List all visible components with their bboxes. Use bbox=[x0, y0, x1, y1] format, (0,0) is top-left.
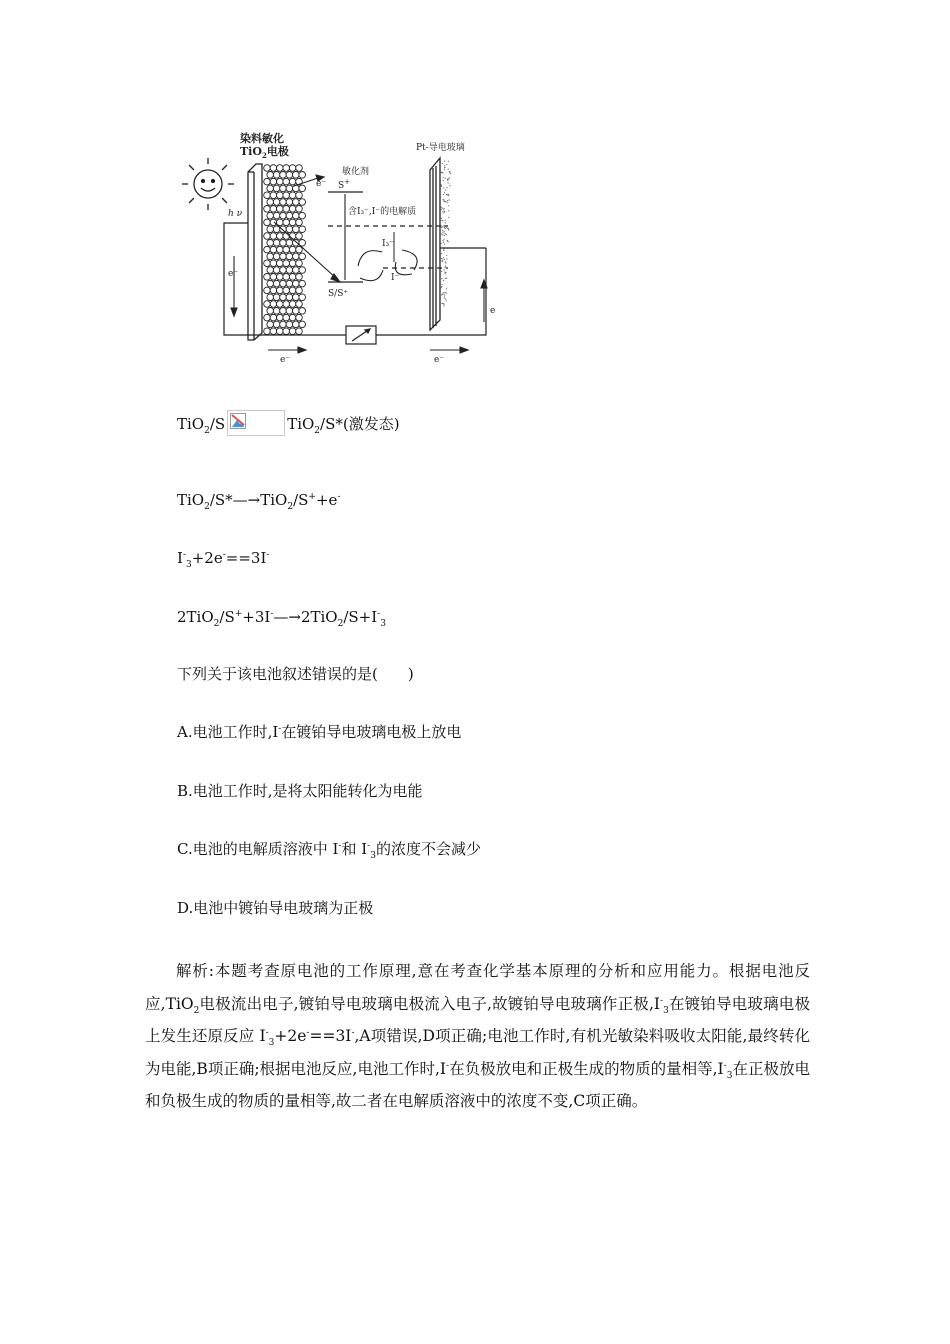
tio2-particle bbox=[270, 246, 277, 253]
tio2-particle bbox=[264, 233, 271, 240]
tio2-particle bbox=[273, 240, 280, 247]
option-b: B.电池工作时,是将太阳能转化为电能 bbox=[177, 782, 423, 800]
tio2-particle bbox=[267, 294, 274, 301]
tio2-particle bbox=[286, 226, 293, 233]
pt-dot bbox=[444, 239, 445, 240]
tio2-particle bbox=[283, 328, 290, 335]
tio2-particle bbox=[289, 301, 296, 308]
pt-dot bbox=[441, 186, 442, 187]
pt-dot bbox=[448, 217, 449, 218]
pt-dot bbox=[443, 212, 444, 213]
tio2-particle bbox=[277, 301, 284, 308]
tio2-particle bbox=[283, 165, 290, 172]
pt-dot bbox=[441, 278, 442, 279]
tio2-particle bbox=[289, 206, 296, 213]
tio2-particle bbox=[267, 267, 274, 274]
pt-dot bbox=[442, 240, 443, 241]
pt-dot bbox=[445, 201, 446, 202]
tio2-particle bbox=[277, 260, 284, 267]
tio2-particle bbox=[296, 165, 303, 172]
pt-dot bbox=[442, 172, 443, 173]
electrolyte-label: 含I₃⁻,I⁻的电解质 bbox=[348, 207, 417, 217]
equation-1: TiO$_2$/S TiO$_2$/S*(激发态) bbox=[177, 410, 400, 436]
tio2-particle bbox=[273, 267, 280, 274]
tio2-particle bbox=[264, 260, 271, 267]
pt-dot bbox=[441, 225, 442, 226]
tio2-particle bbox=[270, 314, 277, 321]
pt-dot bbox=[444, 192, 445, 193]
pt-dot bbox=[446, 194, 447, 195]
tio2-particle bbox=[286, 308, 293, 315]
pt-dot bbox=[446, 288, 447, 289]
tio2-particle bbox=[286, 321, 293, 328]
pt-dot bbox=[441, 227, 442, 228]
tio2-particle bbox=[277, 206, 284, 213]
pt-dot bbox=[448, 228, 449, 229]
tio2-particle bbox=[277, 233, 284, 240]
pt-dot bbox=[448, 229, 449, 230]
tio2-particle bbox=[286, 267, 293, 274]
dye-sensitized-cell-diagram bbox=[178, 128, 508, 368]
pt-dot bbox=[441, 243, 442, 244]
pt-dot bbox=[441, 287, 442, 288]
pt-dot bbox=[443, 249, 444, 250]
tio2-particle bbox=[286, 185, 293, 192]
tio2-particle bbox=[280, 185, 287, 192]
pt-dot bbox=[441, 294, 442, 295]
tio2-particle bbox=[293, 199, 300, 206]
tio2-particle bbox=[280, 321, 287, 328]
hv-label: h ν bbox=[228, 209, 243, 219]
tio2-particle bbox=[277, 328, 284, 335]
tio2-particle bbox=[286, 212, 293, 219]
question-stem: 下列关于该电池叙述错误的是( ) bbox=[177, 665, 414, 683]
option-d: D.电池中镀铂导电玻璃为正极 bbox=[177, 899, 374, 917]
tio2-electrode bbox=[248, 164, 262, 340]
tio2-particle bbox=[283, 260, 290, 267]
pt-dot bbox=[444, 304, 445, 305]
pt-dot bbox=[447, 202, 448, 203]
tio2-particle bbox=[289, 219, 296, 226]
tio2-particle bbox=[280, 267, 287, 274]
i3-label: I₃⁻ bbox=[382, 239, 394, 249]
tio2-particle bbox=[296, 274, 303, 281]
tio2-particle bbox=[293, 185, 300, 192]
sun-icon bbox=[182, 158, 234, 210]
tio2-particle bbox=[267, 280, 274, 287]
tio2-particle bbox=[267, 199, 274, 206]
pt-electrode bbox=[430, 158, 440, 330]
tio2-particle bbox=[270, 287, 277, 294]
external-circuit bbox=[224, 223, 486, 344]
pt-dot bbox=[445, 178, 446, 179]
pt-dot bbox=[446, 278, 447, 279]
pt-dot bbox=[443, 199, 444, 200]
tio2-particle bbox=[293, 267, 300, 274]
pt-dot bbox=[444, 200, 445, 201]
tio2-particle bbox=[296, 206, 303, 213]
tio2-particle bbox=[299, 253, 306, 260]
pt-dot bbox=[443, 242, 444, 243]
tio2-particle bbox=[283, 301, 290, 308]
tio2-particle bbox=[267, 240, 274, 247]
pt-dot bbox=[444, 169, 445, 170]
pt-dot bbox=[441, 258, 442, 259]
tio2-particle bbox=[277, 178, 284, 185]
tio2-particle bbox=[293, 253, 300, 260]
tio2-particle bbox=[283, 192, 290, 199]
tio2-particle bbox=[277, 274, 284, 281]
pt-dot bbox=[442, 303, 443, 304]
pt-dot bbox=[444, 231, 445, 232]
tio2-particle bbox=[264, 328, 271, 335]
pt-dot bbox=[442, 226, 443, 227]
pt-dot bbox=[444, 211, 445, 212]
pt-dot bbox=[444, 292, 445, 293]
pt-dot bbox=[444, 161, 445, 162]
pt-dot bbox=[449, 177, 450, 178]
pt-dot bbox=[443, 225, 444, 226]
tio2-particle bbox=[267, 226, 274, 233]
tio2-particle bbox=[289, 328, 296, 335]
pt-dot bbox=[445, 222, 446, 223]
pt-dot bbox=[447, 179, 448, 180]
pt-dot bbox=[444, 235, 445, 236]
tio2-particle bbox=[289, 246, 296, 253]
tio2-particle bbox=[270, 233, 277, 240]
tio2-particle bbox=[296, 301, 303, 308]
tio2-particle bbox=[264, 219, 271, 226]
pt-dot bbox=[442, 232, 443, 233]
pt-dot bbox=[448, 241, 449, 242]
tio2-particle bbox=[286, 294, 293, 301]
tio2-particle bbox=[270, 219, 277, 226]
broken-image-icon bbox=[227, 410, 285, 436]
tio2-particle bbox=[293, 308, 300, 315]
pt-dot bbox=[448, 161, 449, 162]
tio2-particle bbox=[289, 314, 296, 321]
pt-dot bbox=[442, 261, 443, 262]
pt-dot bbox=[441, 207, 442, 208]
tio2-particle bbox=[264, 274, 271, 281]
pt-dot bbox=[441, 234, 442, 235]
tio2-particle bbox=[280, 294, 287, 301]
pt-dot bbox=[447, 200, 448, 201]
pt-dot bbox=[446, 164, 447, 165]
tio2-particle bbox=[299, 185, 306, 192]
pt-dot bbox=[441, 253, 442, 254]
tio2-particle bbox=[299, 212, 306, 219]
tio2-particle bbox=[264, 165, 271, 172]
electrode-label-1: 染料敏化 bbox=[240, 132, 284, 145]
tio2-particle bbox=[299, 199, 306, 206]
pt-dot bbox=[445, 228, 446, 229]
tio2-particle bbox=[296, 233, 303, 240]
tio2-particle bbox=[289, 165, 296, 172]
tio2-particle bbox=[299, 172, 306, 179]
tio2-particle bbox=[267, 253, 274, 260]
tio2-particle bbox=[293, 321, 300, 328]
e-left-label: e⁻ bbox=[228, 269, 239, 279]
pt-dot bbox=[445, 278, 446, 279]
tio2-particle bbox=[273, 321, 280, 328]
tio2-particle bbox=[299, 267, 306, 274]
tio2-particle bbox=[286, 240, 293, 247]
tio2-particle bbox=[283, 287, 290, 294]
equation-4: $2TiO_2/S^++3I^-—\to 2TiO_2/S+I^-_3$ bbox=[177, 608, 386, 629]
pt-dot bbox=[446, 234, 447, 235]
pt-dot bbox=[445, 266, 446, 267]
pt-dot bbox=[444, 167, 445, 168]
equation-2: TiO$_2$/S*—→TiO$_2$/S++e- bbox=[177, 491, 341, 512]
pt-dot bbox=[445, 273, 446, 274]
pt-coating bbox=[440, 161, 451, 307]
tio2-particle bbox=[264, 314, 271, 321]
tio2-particle bbox=[289, 260, 296, 267]
pt-dot bbox=[443, 201, 444, 202]
pt-dot bbox=[443, 280, 444, 281]
tio2-particle bbox=[267, 172, 274, 179]
pt-dot bbox=[441, 209, 442, 210]
pt-dot bbox=[444, 227, 445, 228]
tio2-particle bbox=[270, 328, 277, 335]
tio2-particle bbox=[283, 206, 290, 213]
pt-dot bbox=[446, 258, 447, 259]
pt-dot bbox=[444, 165, 445, 166]
pt-dot bbox=[449, 185, 450, 186]
pt-dot bbox=[443, 208, 444, 209]
pt-dot bbox=[443, 194, 444, 195]
pt-dot bbox=[444, 259, 445, 260]
tio2-particle bbox=[270, 260, 277, 267]
tio2-particle bbox=[270, 274, 277, 281]
tio2-particle bbox=[270, 301, 277, 308]
e-bottom-right-label: e⁻ bbox=[434, 355, 445, 365]
pt-dot bbox=[443, 180, 444, 181]
pt-dot bbox=[445, 267, 446, 268]
pt-dot bbox=[444, 294, 445, 295]
tio2-particle bbox=[280, 308, 287, 315]
pt-dot bbox=[442, 234, 443, 235]
i-minus-label: I⁻ bbox=[391, 273, 400, 283]
tio2-particle bbox=[273, 212, 280, 219]
tio2-particle bbox=[267, 321, 274, 328]
tio2-particle bbox=[296, 192, 303, 199]
tio2-particle bbox=[273, 280, 280, 287]
pt-dot bbox=[444, 297, 445, 298]
tio2-particle bbox=[299, 226, 306, 233]
pt-dot bbox=[442, 230, 443, 231]
tio2-particle bbox=[293, 240, 300, 247]
s-plus-label: S+ bbox=[338, 178, 351, 191]
tio2-particle bbox=[267, 212, 274, 219]
pt-dot bbox=[444, 295, 445, 296]
tio2-particle bbox=[299, 321, 306, 328]
tio2-particle bbox=[273, 172, 280, 179]
tio2-particle bbox=[264, 178, 271, 185]
tio2-particle bbox=[296, 328, 303, 335]
pt-dot bbox=[441, 218, 442, 219]
tio2-particle bbox=[296, 287, 303, 294]
tio2-particle bbox=[293, 280, 300, 287]
tio2-particle bbox=[283, 246, 290, 253]
tio2-particle bbox=[289, 192, 296, 199]
tio2-particle bbox=[270, 206, 277, 213]
pt-dot bbox=[446, 187, 447, 188]
pt-dot bbox=[448, 195, 449, 196]
pt-dot bbox=[448, 169, 449, 170]
tio2-particle bbox=[273, 199, 280, 206]
tio2-particle bbox=[267, 185, 274, 192]
analysis-paragraph: 解析:本题考查原电池的工作原理,意在考查化学基本原理的分析和应用能力。根据电池反应,TiO$_2$电极流出电子,镀铂导电玻璃电极流入电子,故镀铂导电玻璃作正极$,I^-_3$在镀铂导电玻璃电极上发生还原反应 $I^-_3+2e^-==3I^-,A$项错误,D项正确;电池工作时,有机光敏染料吸收太阳能,最终转化为电能,B项正确;根据电池反应,电池工作时,I-在负极放电和正极生成的物质的量相等$,I^-_3$在正极放电和负极生成的物质的量相等,故二者在电解质溶液中的浓度不变,C项正确。 bbox=[145, 962, 810, 1111]
electrode-label-2: TiO$_2$电极 bbox=[240, 145, 289, 160]
tio2-particle bbox=[296, 314, 303, 321]
pt-dot bbox=[443, 257, 444, 258]
tio2-particle bbox=[273, 253, 280, 260]
tio2-particle bbox=[280, 280, 287, 287]
pt-dot bbox=[443, 292, 444, 293]
tio2-particle bbox=[283, 314, 290, 321]
pt-dot bbox=[445, 233, 446, 234]
pt-dot bbox=[445, 272, 446, 273]
pt-dot bbox=[445, 298, 446, 299]
pt-dot bbox=[441, 284, 442, 285]
e-minus-label: e⁻ bbox=[316, 179, 327, 189]
pt-dot bbox=[442, 208, 443, 209]
pt-dot bbox=[441, 286, 442, 287]
tio2-particle bbox=[277, 165, 284, 172]
pt-dot bbox=[448, 210, 449, 211]
pt-dot bbox=[443, 187, 444, 188]
pt-dot bbox=[440, 184, 441, 185]
tio2-particle bbox=[277, 246, 284, 253]
pt-dot bbox=[445, 262, 446, 263]
pt-dot bbox=[443, 305, 444, 306]
pt-dot bbox=[442, 163, 443, 164]
pt-dot bbox=[444, 244, 445, 245]
tio2-particle bbox=[299, 280, 306, 287]
tio2-particle bbox=[293, 212, 300, 219]
tio2-particle bbox=[293, 294, 300, 301]
pt-dot bbox=[445, 189, 446, 190]
tio2-particle bbox=[283, 219, 290, 226]
tio2-particle bbox=[293, 172, 300, 179]
tio2-particle bbox=[289, 287, 296, 294]
pt-dot bbox=[448, 182, 449, 183]
tio2-particle bbox=[270, 165, 277, 172]
tio2-particle bbox=[264, 206, 271, 213]
ss-label: S/S⁺ bbox=[328, 289, 349, 299]
tio2-particle bbox=[273, 185, 280, 192]
tio2-particle bbox=[289, 274, 296, 281]
tio2-particle bbox=[277, 192, 284, 199]
tio2-particle bbox=[293, 226, 300, 233]
pt-dot bbox=[443, 177, 444, 178]
tio2-particle bbox=[283, 274, 290, 281]
pt-dot bbox=[446, 227, 447, 228]
tio2-particle bbox=[277, 314, 284, 321]
tio2-particle bbox=[270, 178, 277, 185]
tio2-particle bbox=[286, 199, 293, 206]
tio2-particle bbox=[270, 192, 277, 199]
tio2-particle bbox=[267, 308, 274, 315]
tio2-particle bbox=[264, 192, 271, 199]
option-a: A.电池工作时,I-在镀铂导电玻璃电极上放电 bbox=[177, 723, 462, 741]
tio2-particle bbox=[280, 240, 287, 247]
tio2-particle bbox=[264, 301, 271, 308]
tio2-particle bbox=[280, 212, 287, 219]
tio2-particle bbox=[299, 294, 306, 301]
option-c: C.电池的电解质溶液中 I-和 $I^-_3$的浓度不会减少 bbox=[177, 840, 481, 861]
tio2-particle bbox=[286, 172, 293, 179]
sensitizer-label: 敏化剂 bbox=[342, 167, 370, 177]
pt-dot bbox=[450, 173, 451, 174]
tio2-particle bbox=[264, 287, 271, 294]
tio2-particle bbox=[273, 308, 280, 315]
pt-dot bbox=[442, 211, 443, 212]
equation-3: $I^-_3+2e^-==3I^-$ bbox=[177, 549, 270, 570]
pt-dot bbox=[445, 220, 446, 221]
tio2-particle bbox=[286, 253, 293, 260]
tio2-particle bbox=[280, 253, 287, 260]
pt-dot bbox=[442, 220, 443, 221]
pt-dot bbox=[444, 269, 445, 270]
tio2-particle bbox=[286, 280, 293, 287]
pt-dot bbox=[449, 171, 450, 172]
e-bottom-left-label: e⁻ bbox=[280, 355, 291, 365]
tio2-particle bbox=[283, 178, 290, 185]
tio2-particle bbox=[296, 219, 303, 226]
pt-dot bbox=[443, 209, 444, 210]
tio2-particle bbox=[280, 172, 287, 179]
pt-dot bbox=[446, 292, 447, 293]
tio2-particle bbox=[280, 199, 287, 206]
pt-dot bbox=[449, 199, 450, 200]
pt-dot bbox=[446, 255, 447, 256]
pt-glass-label: Pt-导电玻璃 bbox=[416, 143, 465, 153]
tio2-particle bbox=[264, 246, 271, 253]
pt-dot bbox=[441, 271, 442, 272]
tio2-particle bbox=[299, 308, 306, 315]
e-right-label: e bbox=[490, 306, 496, 316]
tio2-particle bbox=[289, 178, 296, 185]
pt-dot bbox=[446, 300, 447, 301]
tio2-particle bbox=[277, 287, 284, 294]
pt-dot bbox=[448, 205, 449, 206]
tio2-particles bbox=[264, 165, 306, 335]
tio2-particle bbox=[273, 294, 280, 301]
tio2-particle bbox=[296, 260, 303, 267]
